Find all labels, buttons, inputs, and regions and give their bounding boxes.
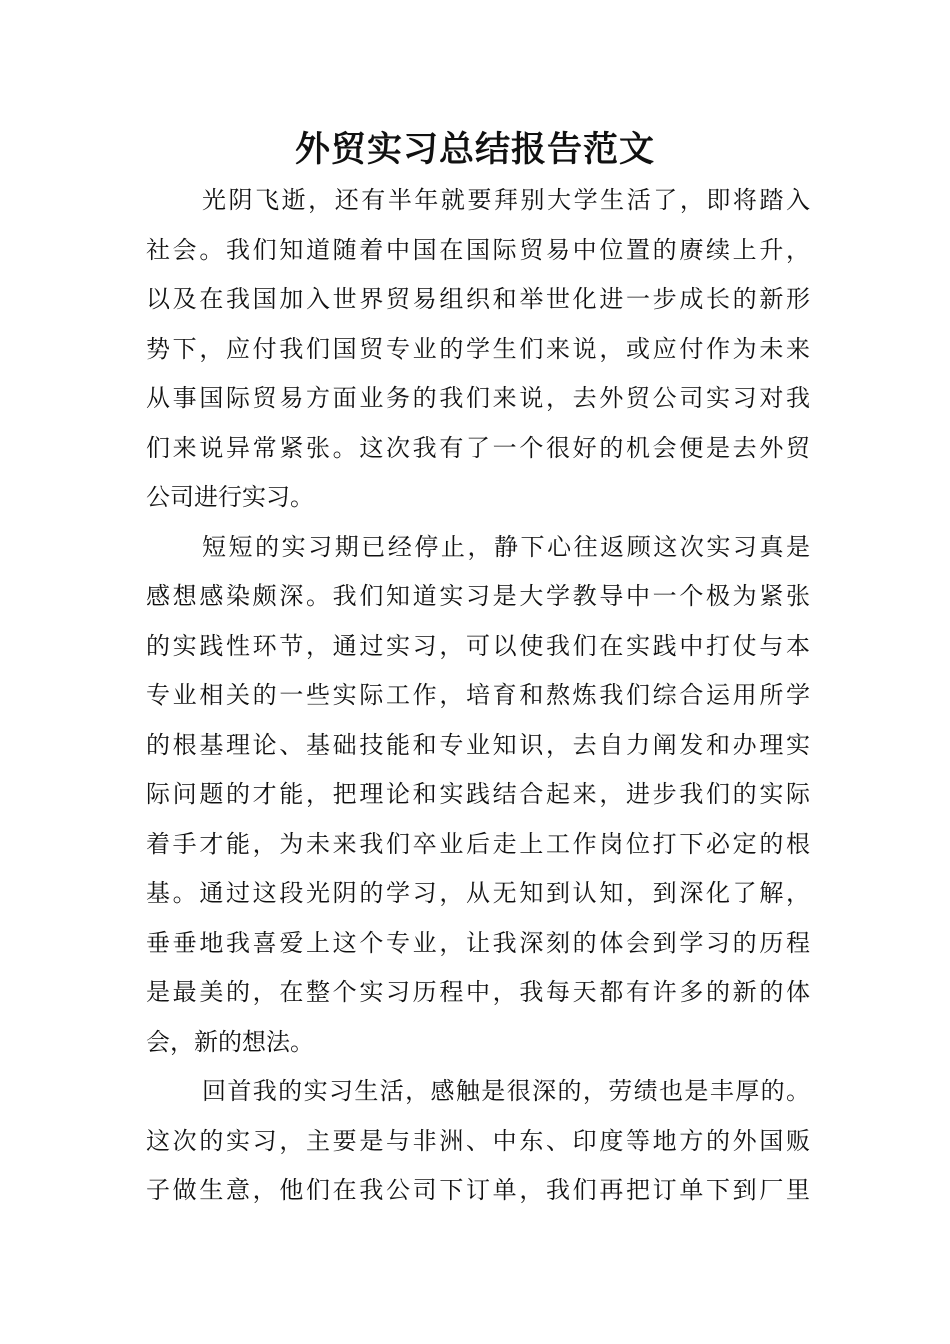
text-line: 子做生意，他们在我公司下订单，我们再把订单下到厂里 xyxy=(146,1176,810,1204)
text-line: 回首我的实习生活，感触是很深的，劳绩也是丰厚的。 xyxy=(202,1077,810,1105)
text-line: 的根基理论、基础技能和专业知识，去自力阐发和办理实 xyxy=(146,730,810,759)
text-line: 的实践性环节，通过实习，可以使我们在实践中打仗与本 xyxy=(146,631,810,660)
document-body xyxy=(146,176,810,1216)
text-line: 这次的实习，主要是与非洲、中东、印度等地方的外国贩 xyxy=(146,1126,810,1155)
text-line: 际问题的才能，把理论和实践结合起来，进步我们的实际 xyxy=(146,780,810,808)
text-line: 从事国际贸易方面业务的我们来说，去外贸公司实习对我 xyxy=(146,384,810,412)
text-line: 光阴飞逝，还有半年就要拜别大学生活了，即将踏入 xyxy=(202,186,810,214)
text-line: 公司进行实习。 xyxy=(146,483,314,511)
text-line: 会，新的想法。 xyxy=(146,1027,314,1056)
text-line: 以及在我国加入世界贸易组织和举世化进一步成长的新形 xyxy=(146,285,810,313)
text-line: 是最美的，在整个实习历程中，我每天都有许多的新的体 xyxy=(146,978,810,1006)
text-line: 势下，应付我们国贸专业的学生们来说，或应付作为未来 xyxy=(146,334,810,363)
paragraph-2 xyxy=(146,523,810,1068)
paragraph-3 xyxy=(146,1067,810,1216)
text-line: 感想感染颇深。我们知道实习是大学教导中一个极为紧张 xyxy=(146,582,810,610)
text-line: 短短的实习期已经停止，静下心往返顾这次实习真是 xyxy=(202,532,810,561)
paragraph-1 xyxy=(146,176,810,523)
text-line: 垂垂地我喜爱上这个专业，让我深刻的体会到学习的历程 xyxy=(146,928,810,957)
text-line: 社会。我们知道随着中国在国际贸易中位置的赓续上升， xyxy=(146,235,810,264)
text-line: 专业相关的一些实际工作，培育和熬炼我们综合运用所学 xyxy=(146,681,810,709)
text-line: 基。通过这段光阴的学习，从无知到认知，到深化了解， xyxy=(146,879,810,907)
text-line: 们来说异常紧张。这次我有了一个很好的机会便是去外贸 xyxy=(146,433,810,462)
document-title: 外贸实习总结报告范文 xyxy=(294,129,655,170)
text-line: 着手才能，为未来我们卒业后走上工作岗位打下必定的根 xyxy=(146,829,810,858)
